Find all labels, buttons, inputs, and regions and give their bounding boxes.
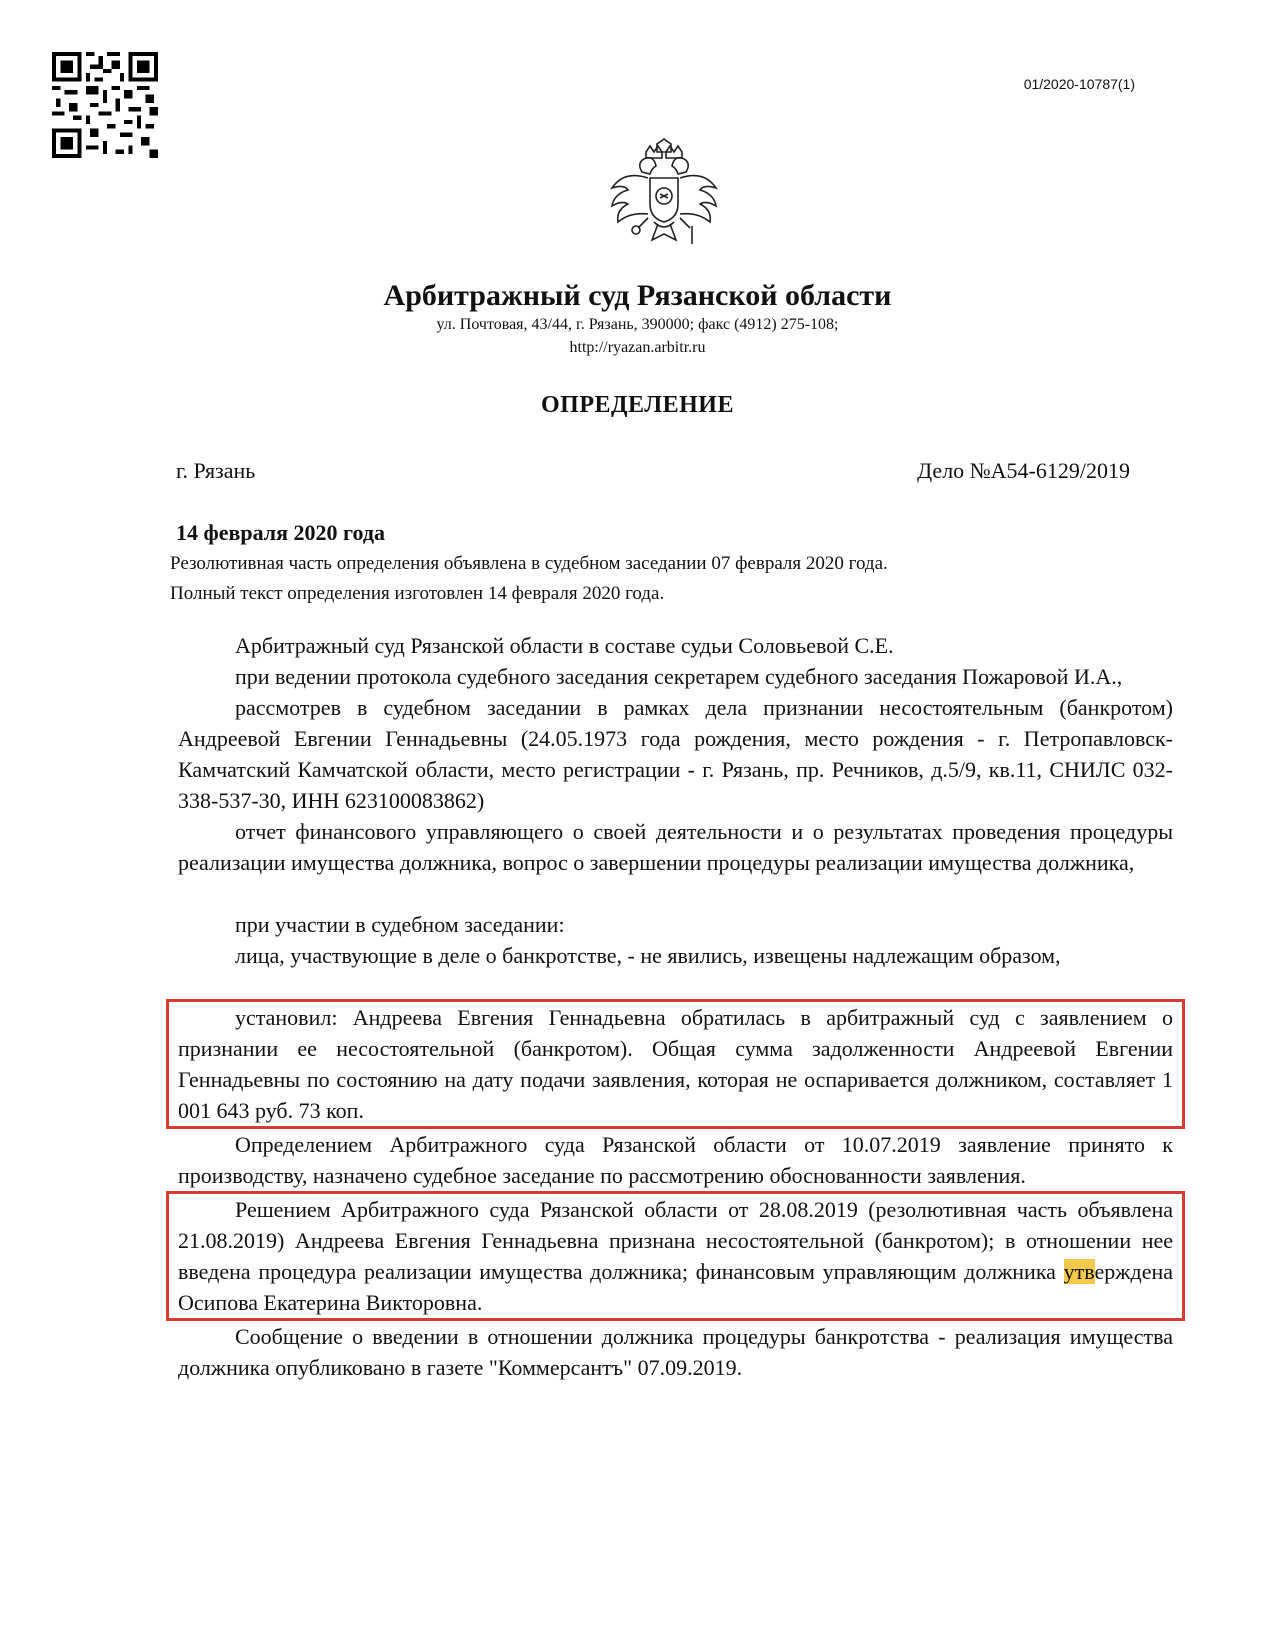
paragraph-court-composition: Арбитражный суд Рязанской области в составе судьи Соловьевой С.Е. — [235, 633, 894, 658]
paragraph-publication: Сообщение о введении в отношении должника процедуры банкротства - реализация имущества должника опубликовано в газете "Коммерсантъ" 07.09.2019. — [178, 1324, 1173, 1380]
highlight-box-established — [166, 999, 1185, 1129]
qr-code — [52, 52, 158, 158]
resolution-line: Резолютивная часть определения объявлена в судебном заседании 07 февраля 2020 года. — [170, 553, 888, 574]
court-address: ул. Почтовая, 43/44, г. Рязань, 390000; факс (4912) 275-108; — [436, 316, 839, 333]
text-highlight-mark: утв — [1063, 1259, 1095, 1284]
paragraph-persons: лица, участвующие в деле о банкротстве, - не явились, извещены надлежащим образом, — [235, 943, 1061, 968]
paragraph-established: установил: Андреева Евгения Геннадьевна обратилась в арбитражный суд с заявлением о признании ее несостоятельной (банкротом). Общая сумма задолженности Андреевой Евгении Геннадьевны по состоянию на дату подачи заявления, которая не оспаривается должником, составляет 1 001 643 руб. 73 коп. — [178, 1005, 1173, 1123]
document-body — [178, 630, 1173, 1383]
highlight-box-decision — [166, 1191, 1185, 1321]
case-number: Дело №А54-6129/2019 — [917, 458, 1130, 483]
court-website: http://ryazan.arbitr.ru — [569, 339, 706, 356]
court-name: Арбитражный суд Рязанской области — [383, 279, 892, 312]
coat-of-arms-icon — [608, 138, 720, 256]
paragraph-decision — [178, 1194, 1173, 1318]
paragraph-participation: при участии в судебном заседании: — [235, 912, 565, 937]
paragraph-secretary: при ведении протокола судебного заседания секретарем судебного заседания Пожаровой И.А., — [235, 664, 1123, 689]
document-id: 01/2020-10787(1) — [1023, 76, 1135, 92]
document-type-title: ОПРЕДЕЛЕНИЕ — [541, 392, 734, 418]
paragraph-report: отчет финансового управляющего о своей деятельности и о результатах проведения процедуры реализации имущества должника, вопрос о завершении процедуры реализации имущества должника, — [178, 819, 1173, 875]
paragraph-ruling-accepted: Определением Арбитражного суда Рязанской области от 10.07.2019 заявление принято к производству, назначено судебное заседание по рассмотрению обоснованности заявления. — [178, 1132, 1173, 1188]
full-text-line: Полный текст определения изготовлен 14 февраля 2020 года. — [170, 583, 665, 604]
decision-date: 14 февраля 2020 года — [176, 520, 385, 545]
decision-text-start: Решением Арбитражного суда Рязанской области от 28.08.2019 (резолютивная часть объявлена 21.08.2019) Андреева Евгения Геннадьевна признана несостоятельной (банкротом); в отношении нее введена процедура реализации имущества должника; финансовым управляющим должника — [178, 1197, 1173, 1284]
paragraph-considered: рассмотрев в судебном заседании в рамках дела признании несостоятельным (банкротом) Андреевой Евгении Геннадьевны (24.05.1973 года рождения, место рождения - г. Петропавловск-Камчатский Камчатской области, место регистрации - г. Рязань, пр. Речников, д.5/9, кв.11, СНИЛС 032-338-537-30, ИНН 623100083862) — [178, 695, 1173, 813]
decision-text-end: ерждена Осипова Екатерина Викторовна. — [178, 1259, 1173, 1315]
city: г. Рязань — [176, 458, 256, 483]
